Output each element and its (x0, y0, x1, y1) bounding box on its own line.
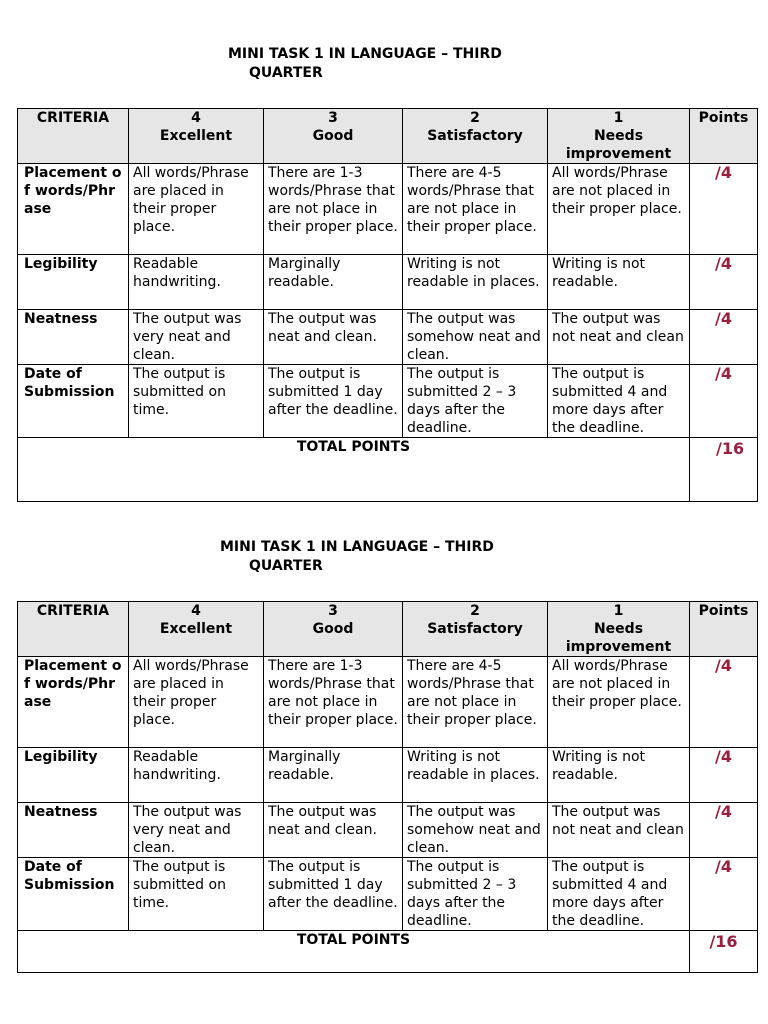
level-header: 4 Excellent (129, 602, 264, 657)
descriptor-cell: The output is submitted 4 and more days after the deadline. (548, 365, 690, 438)
descriptor-cell: The output was somehow neat and clean. (403, 803, 548, 858)
descriptor-cell: The output was neat and clean. (264, 310, 403, 365)
points-cell: /4 (690, 657, 758, 748)
criteria-cell: Neatness (18, 310, 129, 365)
descriptor-cell: There are 1-3 words/Phrase that are not place in their proper place. (264, 164, 403, 255)
descriptor-cell: The output is submitted 4 and more days after the deadline. (548, 858, 690, 931)
level-header: 1 Needs improvement (548, 109, 690, 164)
table-row (18, 748, 758, 803)
level-header: 4 Excellent (129, 109, 264, 164)
descriptor-cell: Readable handwriting. (129, 255, 264, 310)
descriptor-cell: All words/Phrase are placed in their proper place. (129, 657, 264, 748)
descriptor-cell: Writing is not readable in places. (403, 748, 548, 803)
header-row (18, 602, 758, 657)
points-header: Points (690, 602, 758, 657)
rubric-table (17, 601, 758, 973)
points-cell: /4 (690, 748, 758, 803)
total-row (18, 438, 758, 502)
descriptor-cell: The output was very neat and clean. (129, 310, 264, 365)
table-row (18, 657, 758, 748)
total-points-label: TOTAL POINTS (18, 931, 690, 973)
table-row (18, 255, 758, 310)
descriptor-cell: The output is submitted on time. (129, 858, 264, 931)
descriptor-cell: Writing is not readable. (548, 255, 690, 310)
total-row (18, 931, 758, 973)
table-row (18, 310, 758, 365)
descriptor-cell: Readable handwriting. (129, 748, 264, 803)
descriptor-cell: The output is submitted 2 – 3 days after the deadline. (403, 858, 548, 931)
descriptor-cell: All words/Phrase are placed in their proper place. (129, 164, 264, 255)
points-header: Points (690, 109, 758, 164)
descriptor-cell: The output was not neat and clean (548, 803, 690, 858)
descriptor-cell: Marginally readable. (264, 255, 403, 310)
level-header: 2 Satisfactory (403, 109, 548, 164)
descriptor-cell: The output was very neat and clean. (129, 803, 264, 858)
descriptor-cell: There are 1-3 words/Phrase that are not place in their proper place. (264, 657, 403, 748)
descriptor-cell: There are 4-5 words/Phrase that are not place in their proper place. (403, 657, 548, 748)
criteria-cell: Date of Submission (18, 365, 129, 438)
criteria-header: CRITERIA (18, 109, 129, 164)
rubric-title-line2: QUARTER (249, 558, 323, 574)
level-header: 1 Needs improvement (548, 602, 690, 657)
rubric-table (17, 108, 758, 502)
points-cell: /4 (690, 255, 758, 310)
points-cell: /4 (690, 858, 758, 931)
level-header: 3 Good (264, 109, 403, 164)
level-header: 2 Satisfactory (403, 602, 548, 657)
rubric-title-line1: MINI TASK 1 IN LANGUAGE – THIRD (220, 539, 494, 555)
descriptor-cell: Writing is not readable in places. (403, 255, 548, 310)
table-row (18, 858, 758, 931)
rubric-title-line2: QUARTER (249, 65, 323, 81)
points-cell: /4 (690, 365, 758, 438)
descriptor-cell: The output is submitted 1 day after the deadline. (264, 858, 403, 931)
criteria-header: CRITERIA (18, 602, 129, 657)
total-points-label: TOTAL POINTS (18, 438, 690, 502)
table-row (18, 164, 758, 255)
header-row (18, 109, 758, 164)
descriptor-cell: The output is submitted 1 day after the deadline. (264, 365, 403, 438)
descriptor-cell: The output is submitted on time. (129, 365, 264, 438)
total-points-value: /16 (690, 438, 758, 502)
criteria-cell: Placement of words/Phrase (18, 164, 129, 255)
descriptor-cell: There are 4-5 words/Phrase that are not place in their proper place. (403, 164, 548, 255)
criteria-cell: Date of Submission (18, 858, 129, 931)
descriptor-cell: Marginally readable. (264, 748, 403, 803)
rubric-title (228, 45, 502, 83)
descriptor-cell: The output was not neat and clean (548, 310, 690, 365)
descriptor-cell: All words/Phrase are not placed in their proper place. (548, 657, 690, 748)
rubric-title-line1: MINI TASK 1 IN LANGUAGE – THIRD (228, 46, 502, 62)
level-header: 3 Good (264, 602, 403, 657)
table-row (18, 365, 758, 438)
descriptor-cell: The output was somehow neat and clean. (403, 310, 548, 365)
points-cell: /4 (690, 310, 758, 365)
descriptor-cell: Writing is not readable. (548, 748, 690, 803)
criteria-cell: Neatness (18, 803, 129, 858)
total-points-value: /16 (690, 931, 758, 973)
points-cell: /4 (690, 164, 758, 255)
descriptor-cell: The output is submitted 2 – 3 days after the deadline. (403, 365, 548, 438)
table-row (18, 803, 758, 858)
criteria-cell: Placement of words/Phrase (18, 657, 129, 748)
rubric-title (220, 538, 494, 576)
criteria-cell: Legibility (18, 255, 129, 310)
points-cell: /4 (690, 803, 758, 858)
descriptor-cell: All words/Phrase are not placed in their proper place. (548, 164, 690, 255)
descriptor-cell: The output was neat and clean. (264, 803, 403, 858)
criteria-cell: Legibility (18, 748, 129, 803)
